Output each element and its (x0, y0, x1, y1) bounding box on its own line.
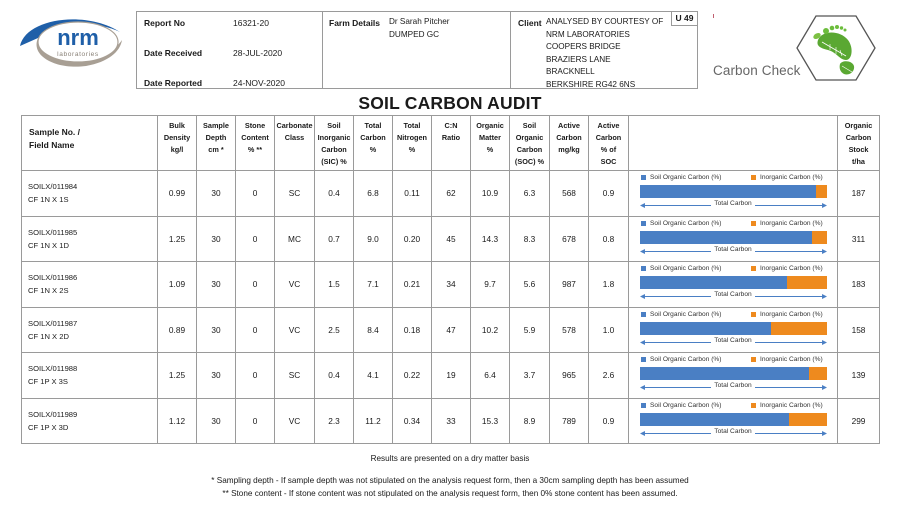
header-line: Sample No. / (29, 127, 81, 137)
bar-track (640, 367, 827, 380)
stone-content-cell: 0 (236, 398, 275, 444)
header-line: (SOC) % (514, 157, 545, 166)
legend-swatch-inorganic (751, 266, 756, 271)
table-row (22, 171, 880, 217)
header-line: Carbon (845, 133, 872, 142)
header-line: Bulk (169, 121, 185, 130)
stone-content-cell: 0 (236, 216, 275, 262)
total-carbon-text: Total Carbon (711, 200, 754, 207)
legend-label-soc: Soil Organic Carbon (%) (650, 310, 722, 318)
carbonate-class-cell: MC (275, 216, 315, 262)
header-line: % (369, 145, 377, 154)
legend-label-inorganic: Inorganic Carbon (%) (760, 401, 823, 409)
stone-content-note: ** Stone content - If stone content was not stipulated on the analysis request form, then 0% stone content has been assumed. (222, 489, 678, 498)
header-carbonate-class (275, 116, 315, 171)
field-name: CF 1N X 1S (28, 195, 69, 205)
legend-swatch-inorganic (751, 221, 756, 226)
cn-ratio-cell: 62 (432, 171, 471, 217)
sic-cell: 2.5 (315, 307, 354, 353)
header-active-carbon-pct (589, 116, 629, 171)
legend-label-inorganic: Inorganic Carbon (%) (760, 310, 823, 318)
header-line: % (408, 145, 416, 154)
total-nitrogen-cell: 0.11 (393, 171, 432, 217)
active-carbon-pct-cell: 0.9 (589, 398, 629, 444)
carbonate-class-cell: SC (275, 353, 315, 399)
carbon-chart-cell (629, 307, 838, 353)
chart-legend (641, 265, 827, 274)
bar-segment-soc (640, 231, 812, 244)
divider-mark (713, 14, 714, 18)
header-line: Carbon (321, 145, 347, 154)
total-carbon-axis-label (629, 382, 837, 389)
total-carbon-cell: 11.2 (354, 398, 393, 444)
header-line: Content (241, 133, 269, 142)
header-line: (SIC) % (321, 157, 347, 166)
active-carbon-cell: 578 (550, 307, 589, 353)
report-no-value: 16321-20 (233, 18, 269, 28)
total-carbon-cell: 9.0 (354, 216, 393, 262)
stone-content-cell: 0 (236, 307, 275, 353)
bar-track (640, 276, 827, 289)
header-line: Active (558, 121, 580, 130)
legend-swatch-soc (641, 403, 646, 408)
total-carbon-axis-label (629, 200, 837, 207)
total-nitrogen-cell: 0.18 (393, 307, 432, 353)
client-line: ANALYSED BY COURTESY OF (546, 17, 664, 26)
legend-swatch-inorganic (751, 403, 756, 408)
bar-segment-soc (640, 322, 771, 335)
total-nitrogen-cell: 0.21 (393, 262, 432, 308)
carbon-chart-cell (629, 171, 838, 217)
field-name: CF 1N X 2D (28, 331, 69, 341)
report-details (137, 12, 323, 88)
bar-segment-inorganic (812, 231, 827, 244)
active-carbon-pct-cell: 0.8 (589, 216, 629, 262)
total-carbon-axis-label (629, 291, 837, 298)
header-line: C:N (444, 121, 458, 130)
client-line: NRM LABORATORIES (546, 29, 630, 39)
legend-swatch-inorganic (751, 312, 756, 317)
bar-segment-soc (640, 185, 816, 198)
organic-matter-cell: 15.3 (471, 398, 510, 444)
farm-details-label: Farm Details (329, 18, 381, 28)
legend-item-soc (641, 311, 721, 318)
sample-cell (22, 398, 158, 444)
carbonate-class-cell: VC (275, 262, 315, 308)
organic-matter-cell: 10.9 (471, 171, 510, 217)
header-soc (510, 116, 550, 171)
header-line: kg/l (170, 145, 184, 154)
header-line: Organic (476, 121, 504, 130)
carbon-stock-cell: 187 (838, 171, 880, 217)
sic-cell: 1.5 (315, 262, 354, 308)
table-body (22, 171, 880, 444)
header-cn-ratio (432, 116, 471, 171)
header-line: Matter (479, 133, 501, 142)
field-name: CF 1P X 3D (28, 422, 69, 432)
sic-cell: 0.4 (315, 353, 354, 399)
soc-cell: 5.9 (510, 307, 550, 353)
stone-content-cell: 0 (236, 171, 275, 217)
legend-item-soc (641, 265, 721, 272)
legend-label-soc: Soil Organic Carbon (%) (650, 265, 722, 273)
client-line: BERKSHIRE RG42 6NS (546, 79, 636, 89)
sample-depth-cell: 30 (197, 307, 236, 353)
header-line: Soil (327, 121, 341, 130)
carbon-stacked-bar-chart (629, 353, 837, 397)
logo-subtitle-text: laboratories (57, 51, 99, 58)
legend-label-soc: Soil Organic Carbon (%) (650, 219, 722, 227)
organic-matter-cell: 9.7 (471, 262, 510, 308)
bar-segment-inorganic (771, 322, 827, 335)
soc-cell: 3.7 (510, 353, 550, 399)
client-line: COOPERS BRIDGE (546, 42, 621, 51)
bar-segment-inorganic (816, 185, 827, 198)
carbonate-class-cell: VC (275, 307, 315, 353)
sample-cell (22, 353, 158, 399)
page-title: SOIL CARBON AUDIT (358, 93, 542, 113)
header-organic-matter (471, 116, 510, 171)
bar-track (640, 413, 827, 426)
sample-number: SOILX/011987 (28, 318, 78, 328)
total-carbon-cell: 4.1 (354, 353, 393, 399)
cn-ratio-cell: 19 (432, 353, 471, 399)
total-carbon-axis-label (629, 246, 837, 253)
header-line: Carbon (360, 133, 386, 142)
farm-details-lines (389, 16, 450, 41)
date-reported-label: Date Reported (144, 78, 203, 88)
carbonate-class-cell: SC (275, 171, 315, 217)
bar-track (640, 322, 827, 335)
legend-item-soc (641, 356, 721, 363)
header-line: Depth (205, 133, 227, 142)
footprint-leaf-icon (796, 14, 876, 82)
sample-number: SOILX/011989 (28, 409, 78, 419)
total-carbon-text: Total Carbon (711, 291, 754, 298)
header-bulk-density (158, 116, 197, 171)
carbon-chart-cell (629, 398, 838, 444)
chart-legend (641, 220, 827, 229)
sample-number: SOILX/011985 (28, 227, 78, 237)
header-line: mg/kg (558, 145, 580, 154)
header-line: Nitrogen (397, 133, 427, 142)
legend-swatch-soc (641, 357, 646, 362)
header-line: Carbon (516, 145, 543, 154)
client-details (511, 12, 697, 88)
bar-segment-soc (640, 367, 809, 380)
field-name: CF 1P X 3S (28, 377, 68, 387)
carbon-stock-cell: 139 (838, 353, 880, 399)
carbonate-class-cell: VC (275, 398, 315, 444)
table-row (22, 262, 880, 308)
bar-track (640, 185, 827, 198)
report-info-box (136, 11, 698, 89)
active-carbon-cell: 789 (550, 398, 589, 444)
sample-cell (22, 216, 158, 262)
header-line: Organic (515, 133, 544, 142)
carbon-stacked-bar-chart (629, 217, 837, 261)
client-address (546, 16, 663, 91)
header-line: Active (597, 121, 620, 130)
date-reported-value: 24-NOV-2020 (233, 78, 285, 88)
legend-swatch-inorganic (751, 357, 756, 362)
chart-legend (641, 174, 827, 183)
client-line: BRACKNELL (546, 67, 595, 76)
header-line: Soil (522, 121, 537, 130)
organic-matter-cell: 14.3 (471, 216, 510, 262)
carbon-chart-cell (629, 262, 838, 308)
bulk-density-cell: 0.89 (158, 307, 197, 353)
header-line: Total (403, 121, 421, 130)
sic-cell: 0.4 (315, 171, 354, 217)
active-carbon-cell: 987 (550, 262, 589, 308)
bulk-density-cell: 1.12 (158, 398, 197, 444)
header-line: cm * (208, 145, 224, 154)
legend-label-soc: Soil Organic Carbon (%) (650, 174, 722, 182)
table-header-row (22, 116, 880, 171)
header-line: % (486, 145, 494, 154)
legend-swatch-inorganic (751, 175, 756, 180)
header-sample (22, 116, 158, 171)
total-carbon-text: Total Carbon (711, 382, 754, 389)
sample-depth-cell: 30 (197, 262, 236, 308)
carbon-stock-cell: 183 (838, 262, 880, 308)
header-line: % ** (247, 145, 263, 154)
table-row (22, 216, 880, 262)
legend-item-inorganic (751, 174, 823, 181)
bar-segment-inorganic (809, 367, 827, 380)
client-line: BRAZIERS LANE (546, 54, 611, 64)
sample-depth-cell: 30 (197, 353, 236, 399)
carbon-stock-cell: 158 (838, 307, 880, 353)
field-name: CF 1N X 2S (28, 286, 69, 296)
header-line: % of (600, 145, 617, 154)
chart-legend (641, 311, 827, 320)
total-carbon-axis-label (629, 428, 837, 435)
chart-legend (641, 356, 827, 365)
header-chart (629, 116, 838, 171)
header-line: Carbon (556, 133, 582, 142)
sample-depth-cell: 30 (197, 216, 236, 262)
soc-cell: 8.3 (510, 216, 550, 262)
header-line: t/ha (852, 157, 865, 166)
legend-swatch-soc (641, 312, 646, 317)
carbon-stacked-bar-chart (629, 171, 837, 215)
sample-number: SOILX/011984 (28, 182, 78, 192)
total-carbon-cell: 8.4 (354, 307, 393, 353)
soc-cell: 5.6 (510, 262, 550, 308)
active-carbon-cell: 568 (550, 171, 589, 217)
active-carbon-pct-cell: 0.9 (589, 171, 629, 217)
carbon-chart-cell (629, 353, 838, 399)
header-line: Total (364, 121, 382, 130)
header-line: Organic (844, 121, 873, 130)
header-line: Inorganic (317, 133, 351, 142)
total-carbon-axis-label (629, 337, 837, 344)
total-nitrogen-cell: 0.34 (393, 398, 432, 444)
table-row (22, 353, 880, 399)
carbon-stock-cell: 299 (838, 398, 880, 444)
bar-segment-soc (640, 413, 789, 426)
legend-item-soc (641, 220, 721, 227)
legend-label-inorganic: Inorganic Carbon (%) (760, 174, 823, 182)
sic-cell: 2.3 (315, 398, 354, 444)
farm-line: DUMPED GC (389, 29, 440, 39)
header-line: Sample (203, 121, 229, 130)
legend-swatch-soc (641, 221, 646, 226)
carbon-chart-cell (629, 216, 838, 262)
header-line: Stock (848, 145, 869, 154)
total-nitrogen-cell: 0.20 (393, 216, 432, 262)
soc-cell: 8.9 (510, 398, 550, 444)
legend-item-soc (641, 402, 721, 409)
header-stone-content (236, 116, 275, 171)
legend-item-inorganic (751, 220, 823, 227)
bulk-density-cell: 1.09 (158, 262, 197, 308)
sample-cell (22, 307, 158, 353)
header-active-carbon (550, 116, 589, 171)
header-total-nitrogen (393, 116, 432, 171)
header-line: Carbonate (276, 121, 313, 130)
soc-cell: 6.3 (510, 171, 550, 217)
bulk-density-cell: 1.25 (158, 216, 197, 262)
active-carbon-pct-cell: 1.0 (589, 307, 629, 353)
header-line: Carbon (595, 133, 622, 142)
total-carbon-text: Total Carbon (711, 246, 754, 253)
bar-segment-soc (640, 276, 787, 289)
legend-label-inorganic: Inorganic Carbon (%) (760, 356, 823, 364)
active-carbon-cell: 678 (550, 216, 589, 262)
legend-label-inorganic: Inorganic Carbon (%) (760, 219, 823, 227)
farm-details (323, 12, 511, 88)
total-carbon-text: Total Carbon (711, 428, 754, 435)
header-line: SOC (600, 157, 617, 166)
soil-carbon-table (21, 115, 880, 444)
header-sic (315, 116, 354, 171)
sample-depth-cell: 30 (197, 398, 236, 444)
cn-ratio-cell: 45 (432, 216, 471, 262)
active-carbon-pct-cell: 2.6 (589, 353, 629, 399)
farm-line: Dr Sarah Pitcher (389, 17, 450, 26)
legend-label-inorganic: Inorganic Carbon (%) (760, 265, 823, 273)
table-row (22, 307, 880, 353)
active-carbon-cell: 965 (550, 353, 589, 399)
bar-segment-inorganic (789, 413, 827, 426)
logo-brand-text: nrm (57, 25, 99, 50)
carbon-stacked-bar-chart (629, 308, 837, 352)
header-line: Field Name (29, 139, 75, 150)
header-carbon-stock (838, 116, 880, 171)
sampling-depth-note: * Sampling depth - If sample depth was not stipulated on the analysis request form, then a 30cm sampling depth has been assumed (211, 476, 689, 485)
legend-label-soc: Soil Organic Carbon (%) (650, 401, 722, 409)
sample-cell (22, 171, 158, 217)
header-line: Ratio (441, 133, 461, 142)
sample-cell (22, 262, 158, 308)
legend-item-soc (641, 174, 721, 181)
carbon-stock-cell: 311 (838, 216, 880, 262)
dry-matter-note: Results are presented on a dry matter basis (370, 454, 530, 463)
client-code-badge: U 49 (671, 12, 697, 26)
active-carbon-pct-cell: 1.8 (589, 262, 629, 308)
bulk-density-cell: 0.99 (158, 171, 197, 217)
carbon-stacked-bar-chart (629, 262, 837, 306)
report-no-label: Report No (144, 18, 186, 28)
legend-swatch-soc (641, 266, 646, 271)
cn-ratio-cell: 34 (432, 262, 471, 308)
total-carbon-cell: 7.1 (354, 262, 393, 308)
legend-item-inorganic (751, 311, 823, 318)
cn-ratio-cell: 33 (432, 398, 471, 444)
date-received-label: Date Received (144, 48, 203, 58)
cn-ratio-cell: 47 (432, 307, 471, 353)
legend-label-soc: Soil Organic Carbon (%) (650, 356, 722, 364)
date-received-value: 28-JUL-2020 (233, 48, 283, 58)
bulk-density-cell: 1.25 (158, 353, 197, 399)
header-line: Stone (244, 121, 266, 130)
chart-legend (641, 402, 827, 411)
legend-item-inorganic (751, 265, 823, 272)
header-line: Density (163, 133, 191, 142)
total-carbon-text: Total Carbon (711, 337, 754, 344)
stone-content-cell: 0 (236, 353, 275, 399)
nrm-laboratories-logo (16, 12, 124, 72)
field-name: CF 1N X 1D (28, 240, 69, 250)
sic-cell: 0.7 (315, 216, 354, 262)
sample-number: SOILX/011988 (28, 364, 78, 374)
legend-item-inorganic (751, 402, 823, 409)
stone-content-cell: 0 (236, 262, 275, 308)
table-row (22, 398, 880, 444)
header-sample-depth (197, 116, 236, 171)
header-line: Class (284, 133, 305, 142)
organic-matter-cell: 10.2 (471, 307, 510, 353)
carbon-stacked-bar-chart (629, 399, 837, 443)
organic-matter-cell: 6.4 (471, 353, 510, 399)
bar-track (640, 231, 827, 244)
carbon-check-label: Carbon Check (713, 63, 801, 78)
total-nitrogen-cell: 0.22 (393, 353, 432, 399)
header-total-carbon (354, 116, 393, 171)
sample-number: SOILX/011986 (28, 273, 78, 283)
sample-depth-cell: 30 (197, 171, 236, 217)
total-carbon-cell: 6.8 (354, 171, 393, 217)
legend-swatch-soc (641, 175, 646, 180)
bar-segment-inorganic (787, 276, 827, 289)
legend-item-inorganic (751, 356, 823, 363)
client-label: Client (518, 18, 542, 28)
